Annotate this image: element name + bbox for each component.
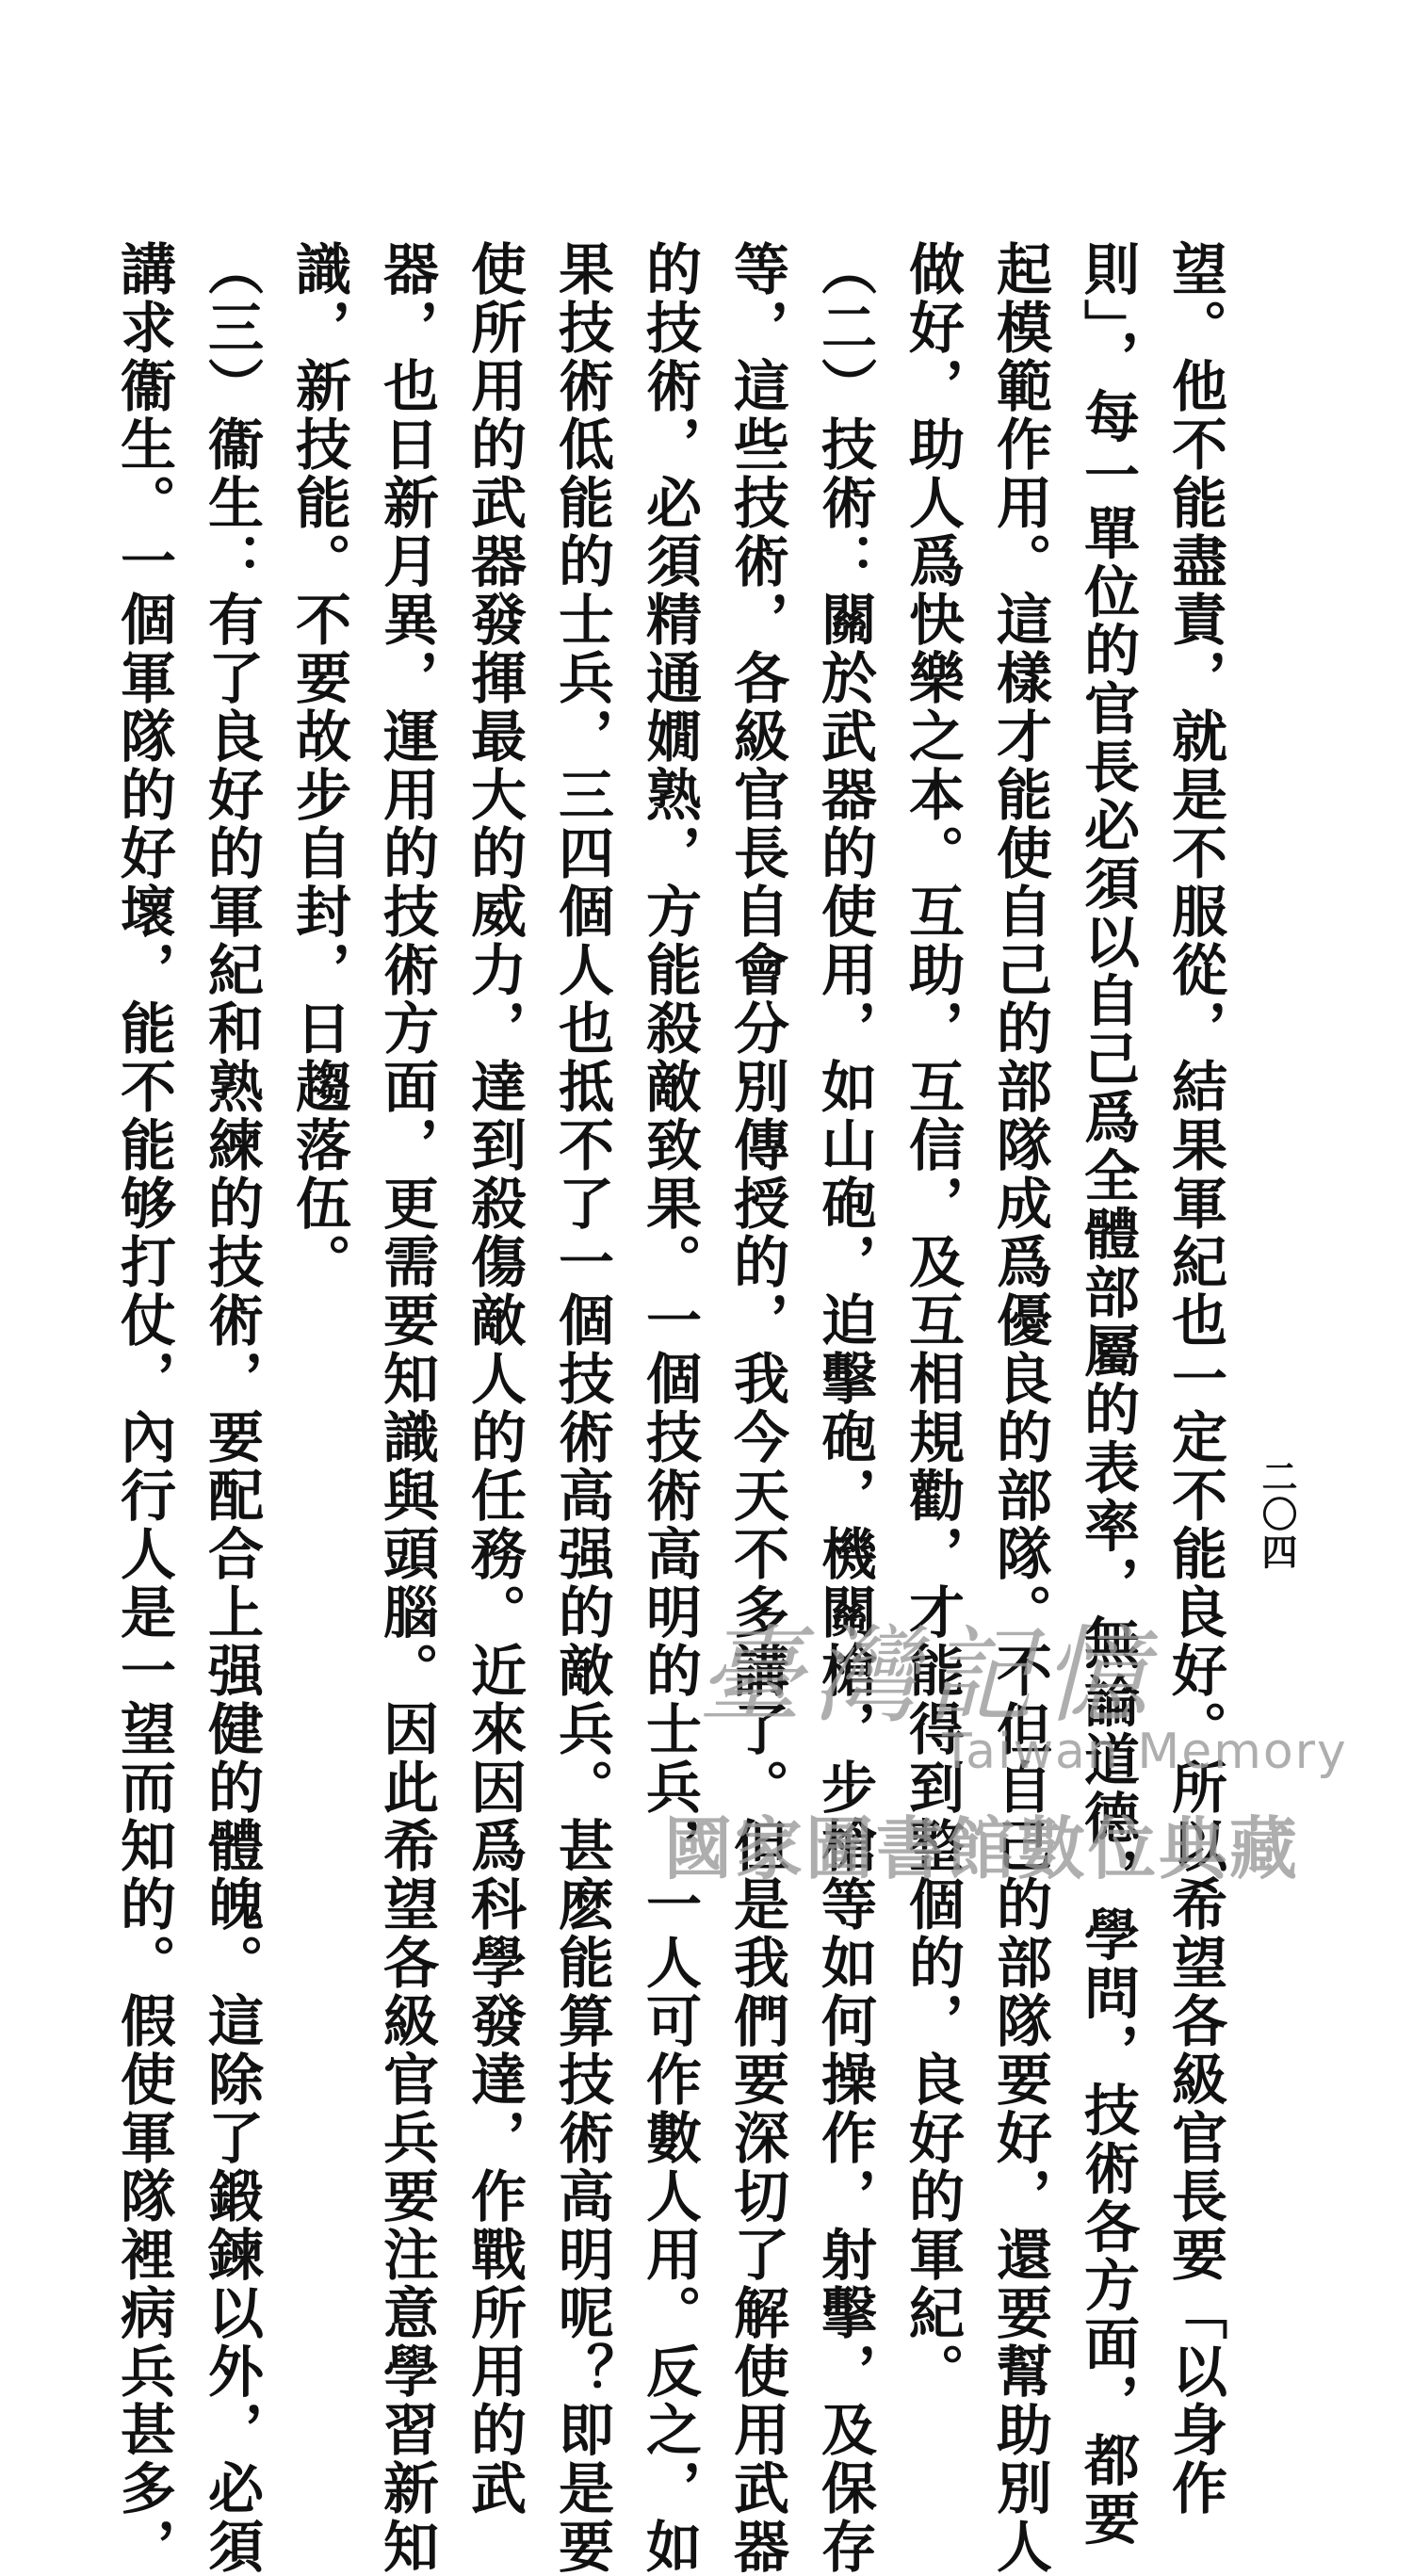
text-column: 則」，每一單位的官長必須以自己爲全體部屬的表率，無論道德，學問，技術各方面，都要	[1075, 240, 1140, 2549]
watermark-english-text: Taiwan Memory	[942, 1724, 1348, 1780]
text-column: （二）技術：關於武器的使用，如山砲，迫擊砲，機關槍，步槍等如何操作，射擊，及保存	[812, 240, 877, 2576]
text-column: 做好，助人爲快樂之本。互助，互信，及互相規勸，才能得到整個的，良好的軍紀。	[900, 240, 965, 2401]
watermark-seal-text: 臺灣記憶	[697, 1615, 1157, 1738]
text-column: 使所用的武器發揮最大的威力，達到殺傷敵人的任務。近來因爲科學發達，作戰所用的武	[462, 240, 527, 2518]
text-column: 識，新技能。不要故步自封，日趨落伍。	[286, 240, 351, 1291]
text-column: 器，也日新月異，運用的技術方面，更需要知識與頭腦。因此希望各級官兵要注意學習新知	[374, 240, 439, 2576]
watermark	[659, 1592, 1348, 1903]
watermark-chinese-text: 國家圖書館數位典藏	[664, 1809, 1301, 1888]
text-column: （三）衞生：有了良好的軍紀和熟練的技術，要配合上强健的體魄。這除了鍛鍊以外，必須	[199, 240, 264, 2576]
text-column: 望。他不能盡責，就是不服從，結果軍紀也一定不能良好。所以希望各級官長要「以身作	[1162, 240, 1227, 2518]
text-column: 起模範作用。這樣才能使自己的部隊成爲優良的部隊。不但自己的部隊要好，還要幫助別人	[987, 240, 1052, 2576]
text-column: 等，這些技術，各級官長自會分別傳授的，我今天不多講了。但是我們要深切了解使用武器	[724, 240, 789, 2576]
text-column: 的技術，必須精通嫺熟，方能殺敵致果。一個技術高明的士兵，一人可作數人用。反之，如	[637, 240, 702, 2576]
text-column: 講求衞生。一個軍隊的好壞，能不能够打仗，內行人是一望而知的。假使軍隊裡病兵甚多，	[111, 240, 176, 2576]
page-number: 二〇四	[1256, 1458, 1298, 1571]
text-column: 果技術低能的士兵，三四個人也抵不了一個技術高强的敵兵。甚麽能算技術高明呢？即是要	[549, 240, 614, 2576]
